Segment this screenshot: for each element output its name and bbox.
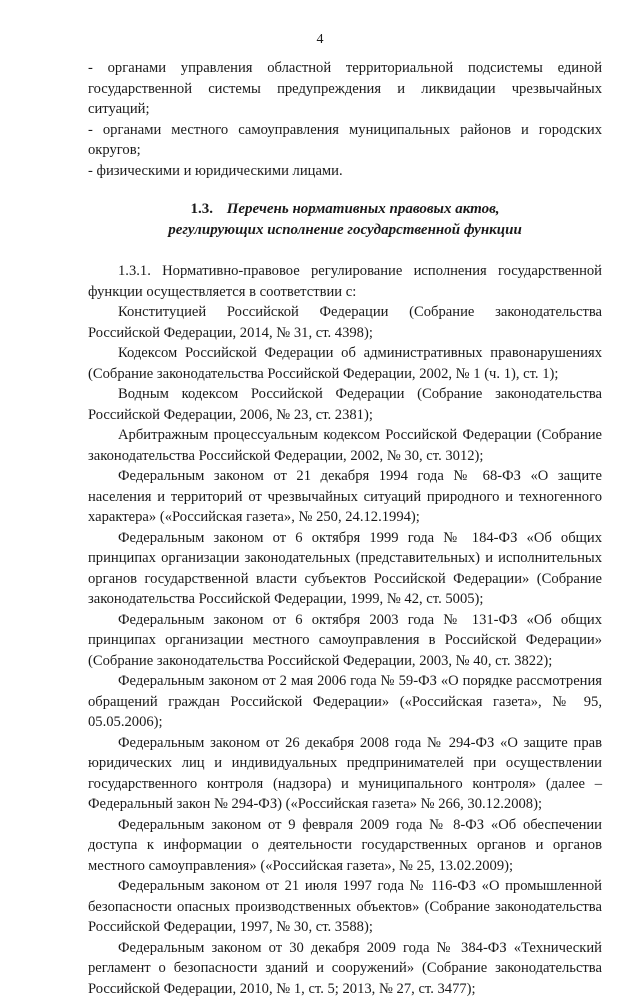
paragraph: Федеральным законом от 9 февраля 2009 года № 8-ФЗ «Об обеспечении доступа к информации о деятельности государственных органов и органов местного самоуправления» («Российская газета», № 25, 13.02.2009);	[88, 815, 602, 877]
paragraph: Федеральным законом от 6 октября 2003 года № 131-ФЗ «Об общих принципах организации местного самоуправления в Российской Федерации» (Собрание законодательства Российской Федерации, 2003, № 40, ст. 3822);	[88, 610, 602, 672]
bullet-item: - органами местного самоуправления муниципальных районов и городских округов;	[88, 120, 602, 161]
page-content	[88, 58, 602, 999]
paragraph: Федеральным законом от 21 декабря 1994 года № 68-ФЗ «О защите населения и территорий от чрезвычайных ситуаций природного и техногенного характера» («Российская газета», № 250, 24.12.1994);	[88, 466, 602, 528]
section-heading	[88, 199, 602, 241]
section-number: 1.3.	[190, 201, 213, 217]
paragraph: Федеральным законом от 30 декабря 2009 года № 384-ФЗ «Технический регламент о безопасности зданий и сооружений» (Собрание законодательства Российской Федерации, 2010, № 1, ст. 5; 2013, № 27, ст. 3477);	[88, 938, 602, 999]
section-title-line2: регулирующих исполнение государственной функции	[88, 220, 602, 241]
paragraph: Конституцией Российской Федерации (Собрание законодательства Российской Федерации, 2014, № 31, ст. 4398);	[88, 302, 602, 343]
bullet-item: - физическими и юридическими лицами.	[88, 161, 602, 182]
paragraph: Водным кодексом Российской Федерации (Собрание законодательства Российской Федерации, 2006, № 23, ст. 2381);	[88, 384, 602, 425]
bullet-item: - органами управления областной территориальной подсистемы единой государственной системы предупреждения и ликвидации чрезвычайных ситуаций;	[88, 58, 602, 120]
paragraph: 1.3.1. Нормативно-правовое регулирование исполнения государственной функции осуществляется в соответствии с:	[88, 261, 602, 302]
paragraph: Федеральным законом от 21 июля 1997 года № 116-ФЗ «О промышленной безопасности опасных производственных объектов» (Собрание законодательства Российской Федерации, 1997, № 30, ст. 3588);	[88, 876, 602, 938]
paragraph: Федеральным законом от 2 мая 2006 года № 59-ФЗ «О порядке рассмотрения обращений граждан Российской Федерации» («Российская газета», № 95, 05.05.2006);	[88, 671, 602, 733]
page-number: 4	[0, 32, 640, 48]
paragraph: Кодексом Российской Федерации об административных правонарушениях (Собрание законодательства Российской Федерации, 2002, № 1 (ч. 1), ст. 1);	[88, 343, 602, 384]
paragraph: Федеральным законом от 6 октября 1999 года № 184-ФЗ «Об общих принципах организации законодательных (представительных) и исполнительных органов государственной власти субъектов Российской Федерации» (Собрание законодательства Российской Федерации, 1999, № 42, ст. 5005);	[88, 528, 602, 610]
section-title-line1: Перечень нормативных правовых актов,	[227, 201, 500, 217]
paragraph: Федеральным законом от 26 декабря 2008 года № 294-ФЗ «О защите прав юридических лиц и индивидуальных предпринимателей при осуществлении государственного контроля (надзора) и муниципального контроля» (далее – Федеральный закон № 294-ФЗ) («Российская газета» № 266, 30.12.2008);	[88, 733, 602, 815]
paragraph: Арбитражным процессуальным кодексом Российской Федерации (Собрание законодательства Российской Федерации, 2002, № 30, ст. 3012);	[88, 425, 602, 466]
